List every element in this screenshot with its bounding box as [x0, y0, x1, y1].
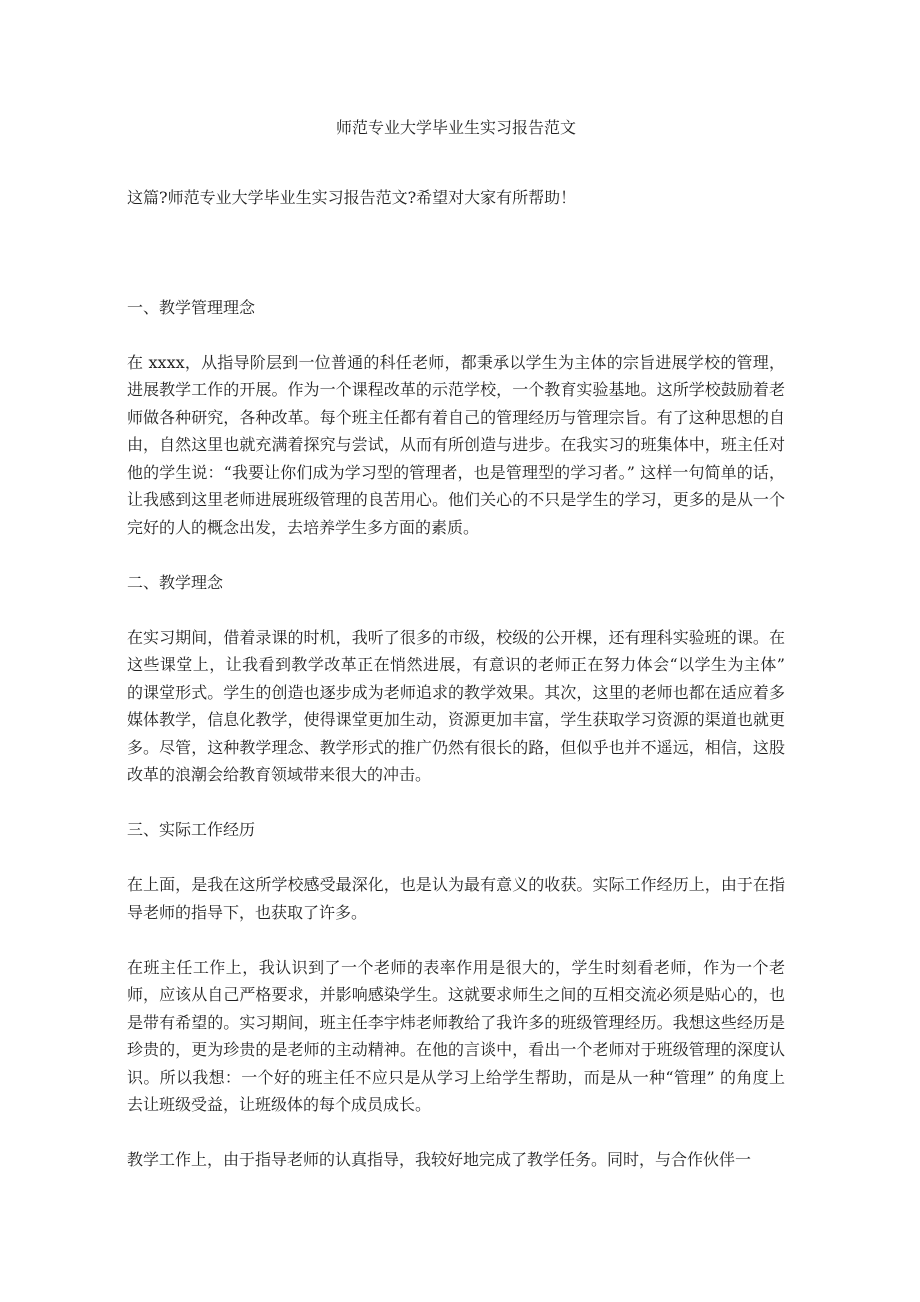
section-1-paragraph: 在 xxxx，从指导阶层到一位普通的科任老师，都秉承以学生为主体的宗旨进展学校的管理，进展教学工作的开展。作为一个课程改革的示范学校，一个教育实验基地。这所学校鼓励着老师做各种研究，各种改革。每个班主任都有着自己的管理经历与管理宗旨。有了这种思想的自由，自然这里也就充满着探究与尝试，从而有所创造与进步。在我实习的班集体中，班主任对他的学生说：“我要让你们成为学习型的管理者，也是管理型的学习者。” 这样一句简单的话，让我感到这里老师进展班级管理的良苦用心。他们关心的不只是学生的学习，更多的是从一个完好的人的概念出发，去培养学生多方面的素质。: [127, 352, 785, 537]
intro-paragraph: 这篇?师范专业大学毕业生实习报告范文?希望对大家有所帮助！: [127, 187, 577, 207]
section-heading-practical-experience: 三、实际工作经历: [127, 820, 256, 839]
section-3-paragraph-1: 在上面，是我在这所学校感受最深化，也是认为最有意义的收获。实际工作经历上，由于在指导老师的指导下，也获取了许多。: [127, 875, 785, 922]
section-3-paragraph-3: 教学工作上，由于指导老师的认真指导，我较好地完成了教学任务。同时，与合作伙伴一: [127, 1150, 752, 1169]
document-title: 师范专业大学毕业生实习报告范文: [335, 118, 576, 137]
section-heading-teaching-philosophy: 二、教学理念: [127, 572, 224, 592]
document-content: [127, 0, 785, 1174]
section-2-paragraph: 在实习期间，借着录课的时机，我听了很多的市级，校级的公开棵，还有理科实验班的课。在这些课堂上，让我看到教学改革正在悄然进展，有意识的老师正在努力体会“以学生为主体” 的课堂形式。学生的创造也逐步成为老师追求的教学效果。其次，这里的老师也都在适应着多媒体教学，信息化教学，使得课堂更加生动，资源更加丰富，学生获取学习资源的渠道也就更多。尽管，这种教学理念、教学形式的推广仍然有很长的路，但似乎也并不遥远，相信，这股改革的浪潮会给教育领域带来很大的冲击。: [127, 627, 785, 784]
section-heading-teaching-management: 一、教学管理理念: [127, 297, 256, 317]
section-3-paragraph-2: 在班主任工作上，我认识到了一个老师的表率作用是很大的，学生时刻看老师，作为一个老师，应该从自己严格要求，并影响感染学生。这就要求师生之间的互相交流必须是贴心的，也是带有希望的。实习期间，班主任李宇炜老师教给了我许多的班级管理经历。我想这些经历是珍贵的，更为珍贵的是老师的主动精神。在他的言谈中，看出一个老师对于班级管理的深度认识。所以我想：一个好的班主任不应只是从学习上给学生帮助，而是从一种“管理” 的角度上去让班级受益，让班级体的每个成员成长。: [127, 957, 785, 1114]
